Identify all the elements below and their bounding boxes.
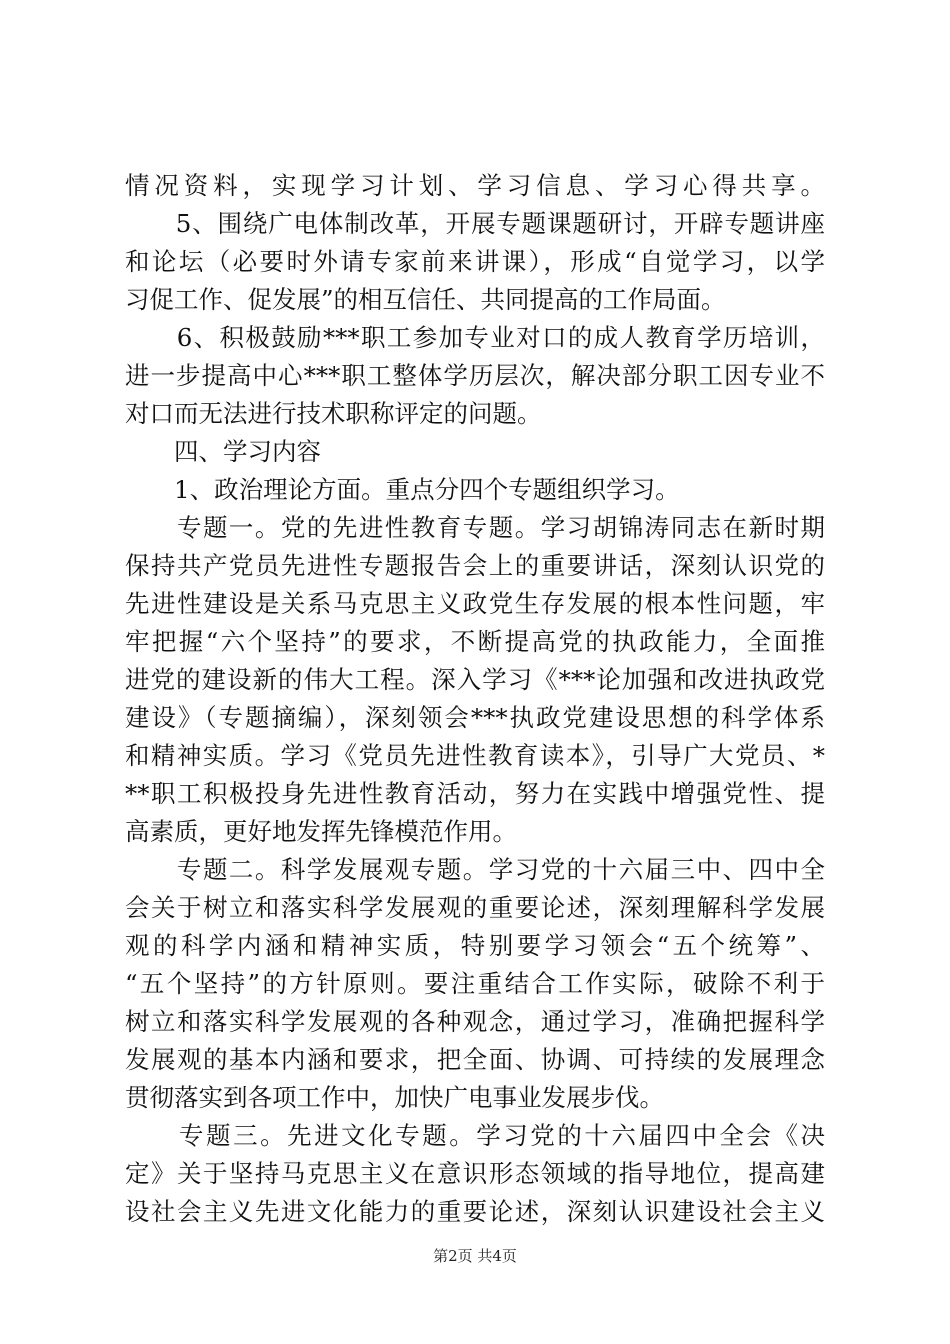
text-line: 习促工作、促发展”的相互信任、共同提高的工作局面。: [125, 285, 726, 314]
text-line: 设社会主义先进文化能力的重要论述，深刻认识建设社会主义: [125, 1197, 825, 1226]
text-line: 和论坛（必要时外请专家前来讲课），形成“自觉学习，以学: [125, 247, 825, 276]
text-line: 观的科学内涵和精神实质，特别要学习领会“五个统筹”、: [125, 931, 825, 960]
text-line: 贯彻落实到各项工作中，加快广电事业发展步伐。: [125, 1083, 664, 1112]
text-line: 情况资料，实现学习计划、学习信息、学习心得共享。: [125, 171, 825, 200]
text-line: 专题二。科学发展观专题。学习党的十六届三中、四中全: [125, 855, 825, 884]
text-line: 建设》（专题摘编），深刻领会***执政党建设思想的科学体系: [125, 703, 825, 732]
text-line: 和精神实质。学习《党员先进性教育读本》，引导广大党员、*: [125, 741, 825, 770]
text-line: 进党的建设新的伟大工程。深入学习《***论加强和改进执政党: [125, 665, 825, 694]
text-line: 保持共产党员先进性专题报告会上的重要讲话，深刻认识党的: [125, 551, 825, 580]
text-line: 5、围绕广电体制改革，开展专题课题研讨，开辟专题讲座: [125, 209, 825, 238]
text-line: 高素质，更好地发挥先锋模范作用。: [125, 817, 517, 846]
text-line: 6、积极鼓励***职工参加专业对口的成人教育学历培训，: [125, 323, 825, 352]
text-line: 对口而无法进行技术职称评定的问题。: [125, 399, 542, 428]
text-line: 专题三。先进文化专题。学习党的十六届四中全会《决: [125, 1121, 825, 1150]
text-line: **职工积极投身先进性教育活动，努力在实践中增强党性、提: [125, 779, 825, 808]
text-line: 定》关于坚持马克思主义在意识形态领域的指导地位，提高建: [125, 1159, 825, 1188]
page-footer: 第2页 共4页: [433, 1247, 517, 1265]
section-heading: 四、学习内容: [125, 437, 321, 466]
text-line: “五个坚持”的方针原则。要注重结合工作实际，破除不利于: [125, 969, 825, 998]
text-line: 进一步提高中心***职工整体学历层次，解决部分职工因专业不: [125, 361, 825, 390]
text-line: 牢把握“六个坚持”的要求，不断提高党的执政能力，全面推: [125, 627, 825, 656]
text-line: 发展观的基本内涵和要求，把全面、协调、可持续的发展理念: [125, 1045, 825, 1074]
text-line: 会关于树立和落实科学发展观的重要论述，深刻理解科学发展: [125, 893, 825, 922]
text-line: 树立和落实科学发展观的各种观念，通过学习，准确把握科学: [125, 1007, 825, 1036]
text-line: 专题一。党的先进性教育专题。学习胡锦涛同志在新时期: [125, 513, 825, 542]
text-line: 1、政治理论方面。重点分四个专题组织学习。: [125, 475, 680, 504]
text-line: 先进性建设是关系马克思主义政党生存发展的根本性问题，牢: [125, 589, 825, 618]
